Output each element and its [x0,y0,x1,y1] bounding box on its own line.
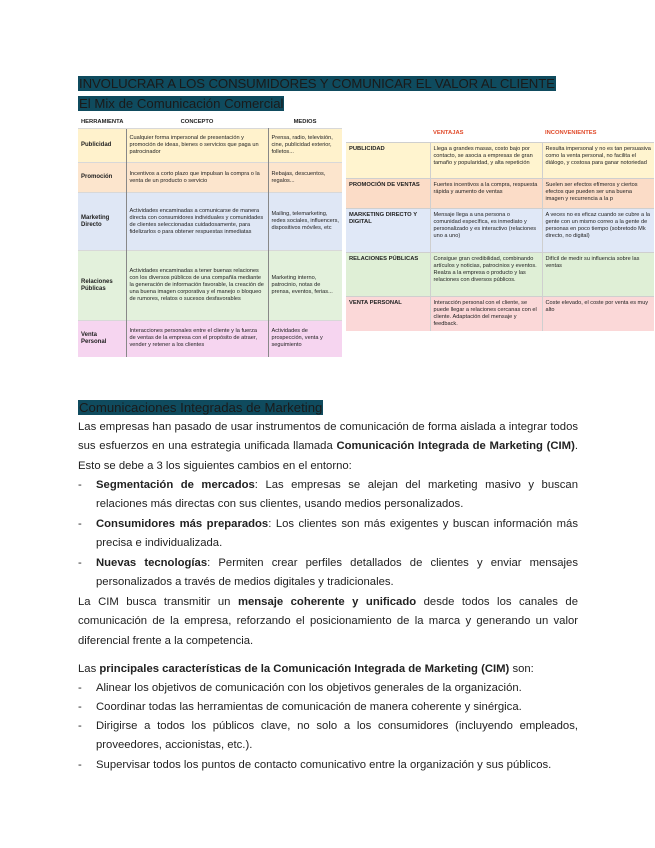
list-item: - Nuevas tecnologías: Permiten crear perfiles detallados de clientes y enviar mensajes personalizados a través de medios digitales y tradicionales. [78,554,578,593]
pros-cell: Interacción personal con el cliente, se puede llegar a relaciones cercanas con el cliente. Adaptación del mensaje y feedback. [430,297,542,332]
table-row [78,129,342,163]
paragraph-characteristics: Las principales características de la Comunicación Integrada de Marketing (CIM) son: [78,663,534,675]
list-dash: - [78,701,82,713]
concept-cell: Actividades encaminadas a tener buenas relaciones con los diversos públicos de una compañía mediante la generación de información favorable, la creación de una buena imagen corporativa y el manejo o bloqueo de rumores, relatos o sucesos desfavorables [126,251,268,321]
table-row [346,143,654,179]
table-row [78,193,342,251]
tool-cell: Marketing Directo [78,193,126,251]
concept-cell: Actividades encaminadas a comunicarse de manera directa con consumidores individuales y comunidades de clientes seleccionadas cuidadosamente, para fidelizarlos o para obtener respuestas inmediatas [126,193,268,251]
section-title-mix: El Mix de Comunicación Comercial [79,96,284,111]
list-dash: - [78,759,82,771]
media-cell: Prensa, radio, televisión, cine, publicidad exterior, folletos... [268,129,342,163]
mix-table-header [78,116,342,129]
tool-cell: Publicidad [78,129,126,163]
header-pros: VENTAJAS [430,124,542,143]
list-item: - Alinear los objetivos de comunicación con los objetivos generales de la organización. [78,679,578,698]
cons-cell: A veces no es eficaz cuando se cubre a la gente con un mismo correo a la gente de personas en poco tiempo (sobretodo Mk directo, no digital) [542,209,654,253]
table-row [346,297,654,332]
list-dash: - [78,682,82,694]
concept-cell: Incentivos a corto plazo que impulsan la compra o la venta de un producto o servicio [126,163,268,193]
tool-cell: Venta Personal [78,321,126,357]
tool-cell: MARKETING DIRECTO Y DIGITAL [346,209,430,253]
list-item: - Segmentación de mercados: Las empresas se alejan del marketing masivo y buscan relaciones más directas con sus clientes, usando medios personalizados. [78,476,578,515]
page-title: INVOLUCRAR A LOS CONSUMIDORES Y COMUNICAR EL VALOR AL CLIENTE [79,76,555,91]
table-row [78,251,342,321]
concept-cell: Interacciones personales entre el cliente y la fuerza de ventas de la empresa con el propósito de atraer, vender y retener a los clientes [126,321,268,357]
header-tool: HERRAMIENTA [78,116,126,129]
cons-cell: Difícil de medir su influencia sobre las ventas [542,253,654,297]
list-item: - Supervisar todos los puntos de contacto comunicativo entre la organización y sus públicos. [78,756,578,775]
list-dash: - [78,720,82,732]
pros-cons-table [346,124,654,331]
cons-cell: Suelen ser efectos efímeros y ciertos efectos que pueden ser una buena imagen y recurrencia a la p [542,179,654,209]
media-cell: Mailing, telemarketing, redes sociales, influencers, dispositivos móviles, etc [268,193,342,251]
mix-table [78,116,342,357]
list-item: - Coordinar todas las herramientas de comunicación de manera coherente y sinérgica. [78,698,578,717]
header-cons: INCONVENIENTES [542,124,654,143]
pros-cell: Consigue gran credibilidad, combinando artículos y noticias, patrocinios y eventos. Realza a la empresa o producto y las relaciones con diversos públicos. [430,253,542,297]
paragraph-cim-goal: La CIM busca transmitir un mensaje coherente y unificado desde todos los canales de comunicación de la empresa, reforzando el posicionamiento de la marca y generando un valor diferencial frente a la competencia. [78,596,578,647]
pros-cell: Llega a grandes masas, costo bajo por contacto, se asocia a empresas de gran tamaño y popularidad, y alta repetición [430,143,542,179]
media-cell: Marketing interno, patrocinio, notas de prensa, eventos, ferias... [268,251,342,321]
tool-cell: Promoción [78,163,126,193]
table-row [346,209,654,253]
section-title-cim: Comunicaciones Integradas de Marketing [79,400,323,415]
tool-cell: Relaciones Públicas [78,251,126,321]
list-item: - Dirigirse a todos los públicos clave, no solo a los consumidores (incluyendo empleados, proveedores, accionistas, etc.). [78,717,578,756]
cons-cell: Resulta impersonal y no es tan persuasiva como la venta personal, no facilita el diálogo, y costosa para ganar notoriedad [542,143,654,179]
pros-cell: Fuertes incentivos a la compra, respuesta rápida y aumento de ventas [430,179,542,209]
list-dash: - [78,479,82,491]
list-item: - Consumidores más preparados: Los clientes son más exigentes y buscan información más precisa e individualizada. [78,515,578,554]
cons-cell: Coste elevado, el coste por venta es muy alto [542,297,654,332]
header-concept: CONCEPTO [126,116,268,129]
header-media: MEDIOS [268,116,342,129]
concept-cell: Cualquier forma impersonal de presentación y promoción de ideas, bienes o servicios que paga un patrocinador [126,129,268,163]
media-cell: Rebajas, descuentos, regalos... [268,163,342,193]
table-row [78,321,342,357]
pros-cons-header [346,124,654,143]
list-dash: - [78,518,82,530]
table-row [346,179,654,209]
pros-cell: Mensaje llega a una persona o comunidad específica, es inmediato y personalizado y es interactivo (relaciones uno a uno) [430,209,542,253]
tool-cell: PUBLICIDAD [346,143,430,179]
paragraph-intro: Las empresas han pasado de usar instrumentos de comunicación de forma aislada a integrar todos sus esfuerzos en una estrategia unificada llamada Comunicación Integrada de Marketing (CIM). Esto se debe a 3 los siguientes cambios en el entorno: [78,421,578,472]
tool-cell: PROMOCIÓN DE VENTAS [346,179,430,209]
table-row [78,163,342,193]
table-row [346,253,654,297]
header-empty [346,124,430,143]
tool-cell: VENTA PERSONAL [346,297,430,332]
list-dash: - [78,557,82,569]
media-cell: Actividades de prospección, venta y seguimiento [268,321,342,357]
tool-cell: RELACIONES PÚBLICAS [346,253,430,297]
